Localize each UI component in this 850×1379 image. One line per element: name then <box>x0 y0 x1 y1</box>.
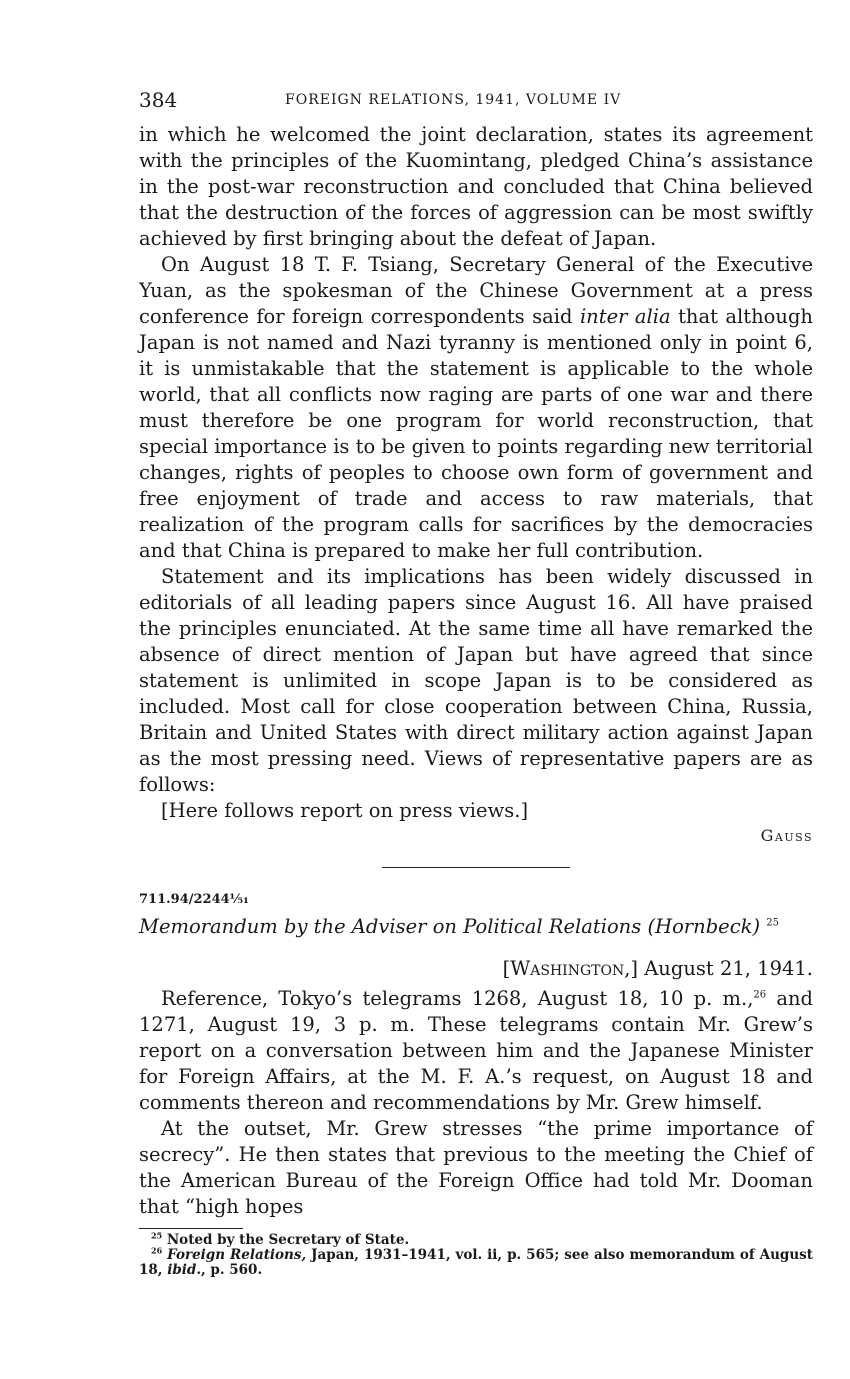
footnote-ref: 25 <box>766 917 779 929</box>
italic-phrase: inter alia <box>579 305 671 328</box>
memo-paragraph-outset: At the outset, Mr. Grew stresses “the prime importance of secrecy”. He then states that previous to the meeting the Chief of the American Bureau of the Foreign Office had told Mr. Dooman that “high hopes <box>139 1117 813 1218</box>
footnote-rule <box>139 1228 243 1229</box>
memo-paragraph-reference <box>139 986 813 1116</box>
footnote-italic: Foreign Relations, <box>167 1247 307 1263</box>
document-page <box>139 88 813 1278</box>
section-divider <box>382 867 570 868</box>
page-number: 384 <box>139 88 178 112</box>
paragraph-text: that although Japan is not named and Nazi tyranny is mentioned only in point 6, it is unmistakable that the statement is applicable to the whole world, that all conflicts now raging are parts of one war and there must therefore be one program for world reconstruction, that special importance is to be given to points regarding new territorial changes, rights of peoples to choose own form of government and free enjoyment of trade and access to raw materials, that realization of the program calls for sacrifices by the democracies and that China is prepared to make her full contribution. <box>139 305 813 562</box>
footnote-26 <box>139 1245 813 1278</box>
footnote-mark: 26 <box>151 1245 163 1256</box>
footnote-text: Japan, 1931–1941, vol. ii, p. 565; see also memorandum of August 18, <box>139 1247 813 1278</box>
dateline-place: [Washington,] <box>502 957 639 980</box>
paragraph-text: On August 18 T. F. Tsiang, Secretary General of the Executive Yuan, as the spokesman of the Chinese Government at a press conference for foreign correspondents said <box>139 253 813 328</box>
paragraph-editorials: Statement and its implications has been widely discussed in editorials of all leading papers since August 16. All have praised the principles enunciated. At the same time all have remarked the absence of direct mention of Japan but have agreed that since statement is unlimited in scope Japan is to be considered as included. Most call for close cooperation between China, Russia, Britain and United States with direct military action against Japan as the most pressing need. Views of representative papers are as follows: <box>139 565 813 796</box>
footnote-text: Noted by the Secretary of State. <box>166 1232 410 1248</box>
footnote-mark: 25 <box>151 1230 163 1241</box>
file-number: 711.94/2244⅕₁ <box>139 892 249 907</box>
signature: Gauss <box>760 826 813 845</box>
running-head: FOREIGN RELATIONS, 1941, VOLUME IV <box>285 92 622 108</box>
paragraph-continued: in which he welcomed the joint declaration, states its agreement with the principles of the Kuomintang, pledged China’s assistance in the post-war reconstruction and concluded that China believed that the destruction of the forces of aggression can be most swiftly achieved by first bringing about the defeat of Japan. <box>139 123 813 250</box>
footnote-text: , p. 560. <box>201 1262 263 1278</box>
memo-title-close: ) <box>752 915 761 938</box>
paragraph-tsiang-statement <box>139 252 813 564</box>
footnotes <box>139 1230 813 1278</box>
paragraph-text: Reference, Tokyo’s telegrams 1268, August 18, 10 p. m., <box>161 987 754 1010</box>
footnote-ref: 26 <box>753 989 767 1001</box>
footnote-ibid: ibid. <box>167 1262 202 1278</box>
paragraph-text: and 1271, August 19, 3 p. m. These telegrams contain Mr. Grew’s report on a conversation between him and the Japanese Minister for Foreign Affairs, at the M. F. A.’s request, on August 18 and comments thereon and recommendations by Mr. Grew himself. <box>139 987 813 1114</box>
paragraph-press-views: [Here follows report on press views.] <box>161 799 529 822</box>
memo-title-text: Memorandum by the Adviser on Political Relations ( <box>139 915 656 938</box>
memo-title-name: Hornbeck <box>655 915 753 938</box>
page-header <box>139 88 813 114</box>
dateline-date: August 21, 1941. <box>638 957 813 980</box>
memo-title <box>139 915 813 938</box>
footnote-25 <box>139 1230 813 1248</box>
dateline <box>139 956 813 982</box>
